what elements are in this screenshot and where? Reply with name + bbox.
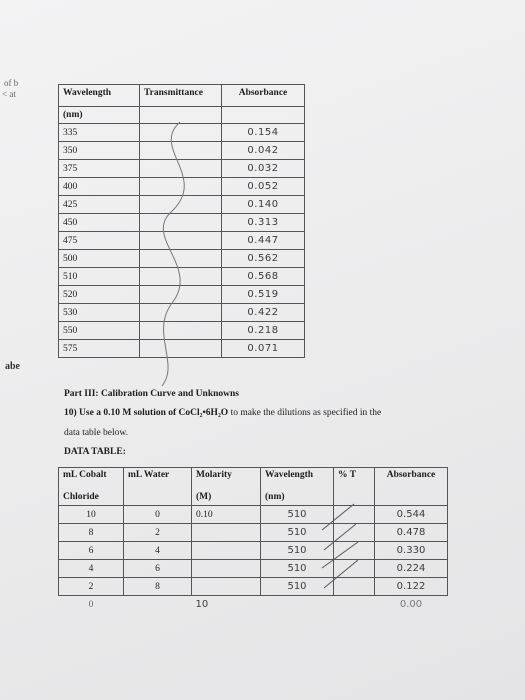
absorbance-cell: 0.140: [222, 196, 305, 214]
molarity-cell: [192, 560, 261, 578]
margin-note-top: of b: [4, 78, 19, 88]
header-molarity-unit: (M): [192, 488, 261, 506]
header-wavelength: Wavelength: [261, 468, 334, 489]
dilution-row: [59, 578, 448, 596]
header-chloride: Chloride: [59, 488, 124, 506]
wavelength-cell: 510: [261, 524, 334, 542]
water-ml-cell: 2: [124, 524, 192, 542]
cobalt-ml-cell: 10: [59, 506, 124, 524]
absorbance-cell: 0.224: [375, 560, 448, 578]
extra-absorbance: 0.00: [399, 599, 423, 610]
header-wavelength-unit: (nm): [261, 488, 334, 506]
absorbance-cell: 0.154: [222, 124, 305, 142]
absorbance-cell: 0.478: [375, 524, 448, 542]
percent-t-strike-marks: [320, 502, 362, 592]
wavelength-cell: 510: [261, 578, 334, 596]
part3-instruction: 10) Use a 0.10 M solution of CoCl₂•6H₂O to make the dilutions as specified in the: [64, 408, 382, 418]
header-absorbance: Absorbance: [375, 468, 448, 489]
transmittance-squiggle-mark: [140, 118, 220, 390]
dilution-row: [59, 560, 448, 578]
table1-header-row: [59, 85, 305, 107]
cobalt-ml-cell: 6: [59, 542, 124, 560]
absorbance-cell: 0.122: [375, 578, 448, 596]
water-ml-cell: 0: [124, 506, 192, 524]
absorbance-cell: 0.218: [222, 322, 305, 340]
water-ml-cell: 4: [124, 542, 192, 560]
absorbance-cell: 0.422: [222, 304, 305, 322]
molarity-cell: 0.10: [192, 506, 261, 524]
water-ml-cell: 6: [124, 560, 192, 578]
wavelength-cell: 450: [59, 214, 140, 232]
molarity-cell: [192, 578, 261, 596]
header-ml-water: mL Water: [124, 468, 192, 489]
molarity-cell: [192, 542, 261, 560]
wavelength-cell: 575: [59, 340, 140, 358]
wavelength-cell: 530: [59, 304, 140, 322]
header-wavelength: Wavelength: [59, 85, 140, 107]
dilution-row: [59, 506, 448, 524]
wavelength-cell: 500: [59, 250, 140, 268]
wavelength-cell: 425: [59, 196, 140, 214]
table2-header-row: [59, 468, 448, 489]
molarity-cell: [192, 524, 261, 542]
wavelength-cell: 475: [59, 232, 140, 250]
cobalt-ml-cell: 4: [59, 560, 124, 578]
margin-note-top-2: < at: [2, 89, 16, 99]
absorbance-cell: 0.071: [222, 340, 305, 358]
part3-title: Part III: Calibration Curve and Unknowns: [64, 389, 239, 399]
dilution-data-table: [58, 467, 448, 613]
wavelength-cell: 335: [59, 124, 140, 142]
wavelength-cell: 510: [261, 506, 334, 524]
wavelength-cell: 375: [59, 160, 140, 178]
absorbance-cell: 0.568: [222, 268, 305, 286]
data-table-label: DATA TABLE:: [64, 447, 126, 457]
wavelength-cell: 550: [59, 322, 140, 340]
absorbance-cell: 0.042: [222, 142, 305, 160]
header-absorbance: Absorbance: [222, 85, 305, 107]
wavelength-cell: 510: [261, 560, 334, 578]
wavelength-cell: 350: [59, 142, 140, 160]
dilution-row: [59, 524, 448, 542]
water-ml-cell: 8: [124, 578, 192, 596]
margin-note-left: abe: [5, 361, 20, 372]
dilution-row: [59, 542, 448, 560]
absorbance-cell: 0.032: [222, 160, 305, 178]
wavelength-cell: 400: [59, 178, 140, 196]
table2-header-row-2: [59, 488, 448, 506]
wavelength-cell: 520: [59, 286, 140, 304]
absorbance-cell: 0.519: [222, 286, 305, 304]
absorbance-cell: 0.562: [222, 250, 305, 268]
absorbance-cell: 0.313: [222, 214, 305, 232]
header-ml-cobalt: mL Cobalt: [59, 468, 124, 489]
cobalt-ml-cell: 8: [59, 524, 124, 542]
header-molarity: Molarity: [192, 468, 261, 489]
extra-handwritten-row: [59, 596, 448, 614]
extra-cobalt: 0: [88, 599, 94, 610]
absorbance-cell: 0.544: [375, 506, 448, 524]
wavelength-cell: 510: [59, 268, 140, 286]
absorbance-cell: 0.330: [375, 542, 448, 560]
extra-water: 10: [195, 599, 209, 610]
header-percent-t: % T: [334, 468, 375, 489]
cobalt-ml-cell: 2: [59, 578, 124, 596]
header-transmittance: Transmittance: [140, 85, 222, 107]
absorbance-cell: 0.447: [222, 232, 305, 250]
header-wavelength-unit: (nm): [59, 107, 140, 124]
part3-instruction-line2: data table below.: [64, 428, 129, 438]
wavelength-cell: 510: [261, 542, 334, 560]
absorbance-cell: 0.052: [222, 178, 305, 196]
